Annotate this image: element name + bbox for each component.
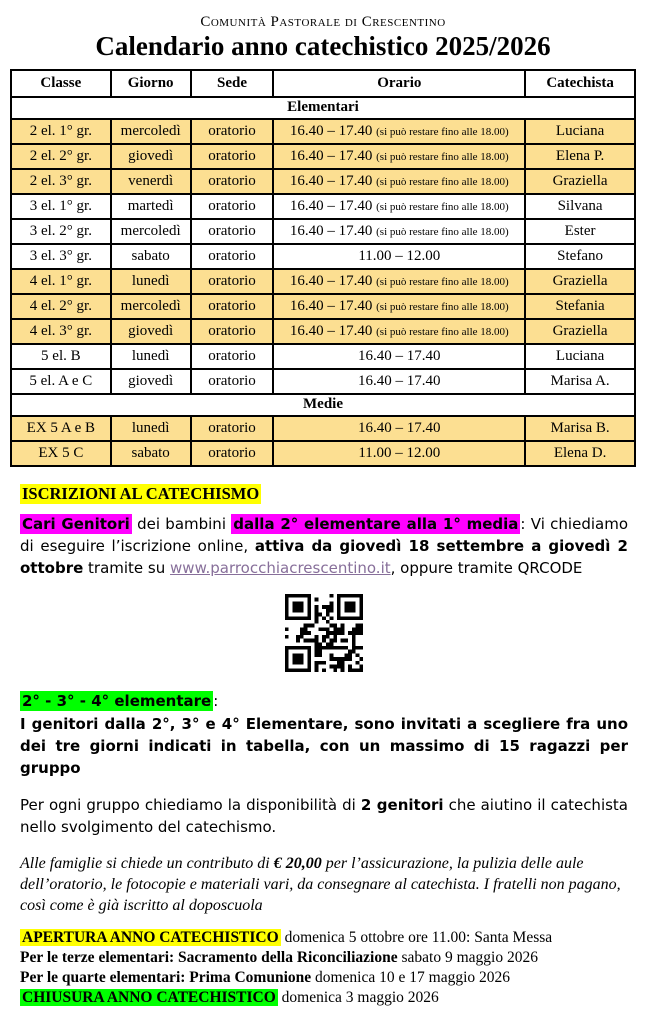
orario-time: 16.40 – 17.40: [289, 272, 377, 289]
cell-catechista: Elena P.: [525, 144, 635, 169]
text-segment: che aiutino il catechista nello svolgimento del catechismo.: [20, 795, 628, 836]
cell-giorno: giovedì: [111, 369, 191, 394]
cell-orario: [273, 269, 525, 294]
text-segment: tramite su: [83, 558, 171, 577]
orario-time: 16.40 – 17.40: [289, 222, 377, 239]
table-row: [11, 269, 635, 294]
highlight-classi: dalla 2° elementare alla 1° media: [233, 514, 519, 533]
cell-catechista: Marisa A.: [525, 369, 635, 394]
iscrizioni-heading: ISCRIZIONI AL CATECHISMO: [22, 483, 260, 503]
table-row: [11, 169, 635, 194]
cell-giorno: lunedì: [111, 416, 191, 441]
cell-sede: oratorio: [191, 441, 274, 466]
orario-note: (si può restare fino alle 18.00): [376, 225, 509, 238]
cell-orario: [273, 144, 525, 169]
orario-time: 16.40 – 17.40: [358, 372, 441, 389]
table-header-row: [11, 70, 635, 97]
cell-classe: EX 5 A e B: [11, 416, 111, 441]
cell-sede: oratorio: [191, 369, 274, 394]
table-row: [11, 194, 635, 219]
cell-classe: 3 el. 3° gr.: [11, 244, 111, 269]
cell-sede: oratorio: [191, 319, 274, 344]
table-row: [11, 244, 635, 269]
table-row: [11, 441, 635, 466]
event-chiusura: [20, 988, 628, 1008]
table-row: [11, 369, 635, 394]
cell-catechista: Graziella: [525, 319, 635, 344]
events-block: [20, 928, 628, 1008]
section-label: Medie: [11, 394, 635, 416]
table-row: [11, 119, 635, 144]
cell-orario: [273, 244, 525, 269]
genitori-paragraph: [20, 794, 628, 838]
table-row: [11, 319, 635, 344]
highlight-apertura: APERTURA ANNO CATECHISTICO: [22, 928, 279, 946]
orario-note: (si può restare fino alle 18.00): [376, 275, 509, 288]
cell-sede: oratorio: [191, 144, 274, 169]
text-segment: Per ogni gruppo chiediamo la disponibilità di: [20, 795, 361, 814]
cell-classe: EX 5 C: [11, 441, 111, 466]
cell-classe: 5 el. B: [11, 344, 111, 369]
cell-orario: [273, 369, 525, 394]
qr-code-image: [285, 594, 363, 672]
orario-time: 16.40 – 17.40: [289, 197, 377, 214]
highlight-chiusura: CHIUSURA ANNO CATECHISTICO: [22, 988, 276, 1006]
cell-catechista: Luciana: [525, 344, 635, 369]
column-header-sede: Sede: [191, 70, 274, 97]
cell-classe: 4 el. 1° gr.: [11, 269, 111, 294]
cell-giorno: venerdì: [111, 169, 191, 194]
table-row: [11, 294, 635, 319]
cell-sede: oratorio: [191, 416, 274, 441]
cell-classe: 4 el. 2° gr.: [11, 294, 111, 319]
cell-giorno: sabato: [111, 244, 191, 269]
column-header-classe: Classe: [11, 70, 111, 97]
highlight-elementari: 2° - 3° - 4° elementare: [22, 691, 212, 710]
orario-time: 16.40 – 17.40: [358, 419, 441, 436]
orario-note: (si può restare fino alle 18.00): [376, 175, 509, 188]
cell-catechista: Elena D.: [525, 441, 635, 466]
cell-orario: [273, 441, 525, 466]
table-row: [11, 416, 635, 441]
table-section-row: [11, 394, 635, 416]
cell-orario: [273, 416, 525, 441]
bold-quarte: Per le quarte elementari: Prima Comunione: [20, 968, 312, 986]
bold-2-genitori: 2 genitori: [360, 795, 444, 814]
text-segment: , oppure tramite QRCODE: [390, 558, 583, 577]
calendar-table: [10, 69, 636, 467]
text-segment: : Vi chiediamo di eseguire l’iscrizione online,: [20, 514, 628, 555]
orario-note: (si può restare fino alle 18.00): [376, 150, 509, 163]
bold-terze: Per le terze elementari: Sacramento della Riconciliazione: [20, 948, 398, 966]
orario-time: 16.40 – 17.40: [289, 147, 377, 164]
cell-catechista: Stefano: [525, 244, 635, 269]
cell-catechista: Graziella: [525, 169, 635, 194]
text-segment: domenica 3 maggio 2026: [277, 988, 439, 1006]
cell-classe: 2 el. 2° gr.: [11, 144, 111, 169]
table-row: [11, 144, 635, 169]
orario-time: 16.40 – 17.40: [289, 172, 377, 189]
table-row: [11, 344, 635, 369]
text-segment: domenica 5 ottobre ore 11.00: Santa Messa: [280, 928, 553, 946]
parish-website-link[interactable]: www.parrocchiacrescentino.it: [170, 558, 391, 577]
cell-giorno: sabato: [111, 441, 191, 466]
cell-classe: 2 el. 1° gr.: [11, 119, 111, 144]
orario-time: 11.00 – 12.00: [358, 444, 441, 461]
text-segment: domenica 10 e 17 maggio 2026: [311, 968, 510, 986]
orario-note: (si può restare fino alle 18.00): [376, 300, 509, 313]
text-segment: sabato 9 maggio 2026: [397, 948, 538, 966]
cell-giorno: mercoledì: [111, 219, 191, 244]
cell-giorno: lunedì: [111, 269, 191, 294]
bold-date-range: attiva da giovedì 18 settembre a giovedì 2 ottobre: [20, 536, 628, 577]
contributo-paragraph: [20, 853, 628, 916]
cell-orario: [273, 169, 525, 194]
column-header-giorno: Giorno: [111, 70, 191, 97]
column-header-orario: Orario: [273, 70, 525, 97]
cell-giorno: giovedì: [111, 319, 191, 344]
cell-orario: [273, 294, 525, 319]
orario-time: 16.40 – 17.40: [289, 297, 377, 314]
column-header-catechista: Catechista: [525, 70, 635, 97]
text-segment: Alle famiglie si chiede un contributo di: [20, 854, 274, 872]
cell-orario: [273, 219, 525, 244]
cell-sede: oratorio: [191, 294, 274, 319]
text-segment: :: [213, 691, 219, 710]
orario-note: (si può restare fino alle 18.00): [376, 125, 509, 138]
cell-giorno: martedì: [111, 194, 191, 219]
cell-orario: [273, 319, 525, 344]
cell-classe: 5 el. A e C: [11, 369, 111, 394]
event-terze: [20, 948, 628, 968]
cell-classe: 4 el. 3° gr.: [11, 319, 111, 344]
cell-orario: [273, 119, 525, 144]
cell-giorno: mercoledì: [111, 294, 191, 319]
cell-catechista: Stefania: [525, 294, 635, 319]
cell-catechista: Ester: [525, 219, 635, 244]
cell-sede: oratorio: [191, 194, 274, 219]
qr-code-container: [20, 594, 628, 677]
iscrizioni-paragraph: [20, 513, 628, 579]
cell-sede: oratorio: [191, 269, 274, 294]
bold-amount: € 20,00: [273, 854, 322, 872]
orario-time: 16.40 – 17.40: [289, 122, 377, 139]
orario-time: 16.40 – 17.40: [289, 322, 377, 339]
orario-note: (si può restare fino alle 18.00): [376, 200, 509, 213]
cell-classe: 3 el. 2° gr.: [11, 219, 111, 244]
cell-classe: 2 el. 3° gr.: [11, 169, 111, 194]
table-row: [11, 219, 635, 244]
cell-catechista: Graziella: [525, 269, 635, 294]
table-section-row: [11, 97, 635, 119]
cell-giorno: mercoledì: [111, 119, 191, 144]
cell-orario: [273, 344, 525, 369]
orario-note: (si può restare fino alle 18.00): [376, 325, 509, 338]
cell-sede: oratorio: [191, 119, 274, 144]
cell-giorno: lunedì: [111, 344, 191, 369]
text-segment: dei bambini: [131, 514, 232, 533]
page-title: Calendario anno catechistico 2025/2026: [95, 31, 551, 61]
event-quarte: [20, 968, 628, 988]
orario-time: 16.40 – 17.40: [358, 347, 441, 364]
highlight-cari-genitori: Cari Genitori: [22, 514, 130, 533]
cell-sede: oratorio: [191, 219, 274, 244]
cell-sede: oratorio: [191, 344, 274, 369]
cell-catechista: Luciana: [525, 119, 635, 144]
event-apertura: [20, 928, 628, 948]
cell-catechista: Silvana: [525, 194, 635, 219]
community-name: Comunità Pastorale di Crescentino: [200, 14, 446, 30]
elementari-groups-paragraph: I genitori dalla 2°, 3° e 4° Elementare, sono invitati a scegliere fra uno dei tre giorni indicati in tabella, con un massimo di 15 ragazzi per gruppo: [20, 714, 628, 777]
elementari-groups-heading: [20, 691, 628, 711]
cell-catechista: Marisa B.: [525, 416, 635, 441]
text-segment: per l’assicurazione, la pulizia delle aule dell’oratorio, le fotocopie e materiali vari, da consegnare al catechista. I fratelli non pagano, così come è già iscritto al doposcuola: [20, 854, 621, 914]
cell-sede: oratorio: [191, 244, 274, 269]
cell-orario: [273, 194, 525, 219]
cell-sede: oratorio: [191, 169, 274, 194]
orario-time: 11.00 – 12.00: [358, 247, 441, 264]
section-label: Elementari: [11, 97, 635, 119]
cell-giorno: giovedì: [111, 144, 191, 169]
cell-classe: 3 el. 1° gr.: [11, 194, 111, 219]
